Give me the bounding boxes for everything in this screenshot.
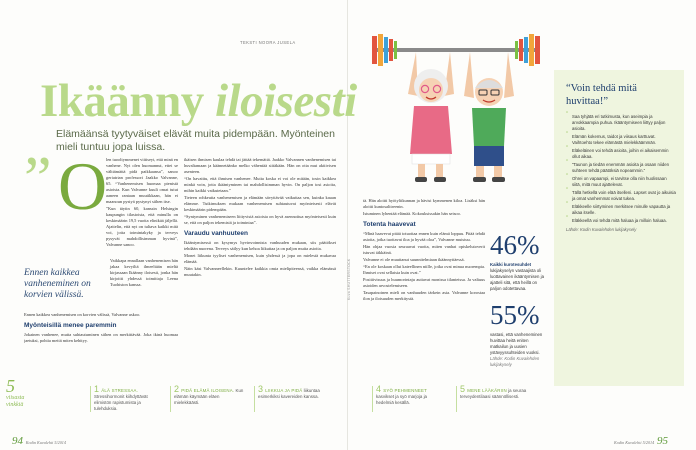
col2-subheading: Varaudu vanhuuteen [184,230,248,237]
sidebar-quote: ” “Taunon ja tiedän enemmän asioita ja osaan niiden suhteen tehdä päätöksiä nopeammin.” [566,162,676,174]
tip-divider [90,386,91,412]
article-title [40,75,357,127]
col3-paragraph: Tasapainoinen mieli on vanhuuden tärkein asia. Valvanne korostaa ilon ja iloisuuden merkitystä. [363,290,485,301]
tip-divider [372,386,373,412]
title-part1: Ikäänny [40,75,215,127]
photo-credit-vertical: Kuva SHUTTERSTOCK [347,258,351,300]
tip-number: 4 [376,384,382,394]
col3-paragraph: “En ole koskaan ollut kateellinen niille, jotka ovat minua nuorempia. Ihmiset ovat sellaisia kuin ovat.” [363,264,485,275]
stat-55-description: vastasi, että vanheneminen huvittaa heitä eniten matkailun ja uusien ystävyyssuhteiden vuoksi. [490,332,543,355]
tip-number: 1 [94,384,100,394]
author-credit: TEKSTI NOORA JUSELA [240,40,296,45]
barbell-bar [376,48,536,52]
col3-paragraph: “Minä haavevat pitää totuottaa ennen kuin elämä loppuu. Pitää tehdä asioita, jotka tuottavat iloa ja hyvää oloa”, Valvanne muistuu. [363,231,485,242]
sidebar-quote: ” Ohrei on vapaampi, ei tarvitse olla niin huolissaan siitä, mitä muut ajattelevat. [566,176,676,188]
tip-item-4 [376,386,446,406]
tip-heading: ÄLÄ STRESSAA. [101,388,139,393]
col2-paragraph: “On havaittu, että ihmisen vanhenee. Mutta koska ei voi ole mitään, tosin kaikkea minkä voin, jotta ikääntyminen tai mahdollisimman hyvin. On paljon tosi asioita, mihin kaikki vaikutetaan.” [184,176,336,193]
tip-divider [170,386,171,412]
col3-paragraph: Positiivisuus ja huumorintaju auttavat monissa tilanteissa. Ja valtuus asioiden arvostelemiseen. [363,277,485,288]
tip-heading: MENE LÄÄKÄRIIN [467,388,507,393]
article-lead: Elämäänsä tyytyväiset elävät muita pidempään. Myönteinen mieli tuntuu jopa luissa. [56,128,335,153]
tip-text: Kun elämän käymään eläen mielekkäästi. [174,388,244,405]
tip-item-5 [460,386,530,400]
col1-paragraph: Jokainen vanhenee, mutta suhtautuminen siihen on merkittävää. Joka ikinä huomaa jaetuksi, pohtia meitä miten kehityy. [24,332,178,343]
sidebar-content [566,82,676,232]
tip-text: liikuntaa esimerkiksi kavereiden kanssa. [258,388,320,399]
sidebar-list [566,114,676,224]
sidebar-quote: ” Eläkkeellä voi tehdä mitä haluaa ja milloin haluaa. [566,218,676,224]
col3-paragraph: Hän ohjaa vuosia seuraavat vuotta, miten vanhat opiskelutoverit istuvat iäkkäinä. [363,244,485,255]
col3-subheading: Totenta haavevat [363,221,416,228]
col3-paragraph: Valvanne ei ole muuttanut suunnitelmiaan ikäännyttäessä. [363,257,465,262]
woman-figure [408,52,454,182]
stat-46-bold: Kaikki kurotesuhdet [490,262,532,267]
sidebar-quote: ” Elämän kokemus, taidot ja viisaus karttuvat. Vaihtoehto tekee elämästä mielekkäämmän. [566,134,676,146]
tip-heading: SYÖ PEHMENNEET [383,388,428,393]
page-number-left: 94 [12,435,23,447]
tips-title [6,378,34,409]
tip-heading: LIIKKUA JA PIDÄ [265,388,303,393]
page-number-right: 95 [657,435,668,447]
tips-title-text: viisasta vinkkiä [6,395,25,408]
folio-left [12,436,66,447]
tips-title-number: 5 [6,376,15,396]
couple-barbell-illustration [368,34,544,184]
pull-quote: Ennen kaikkea vanheneminen on korvien välissä. [24,268,91,300]
col1-intro: len tuooltymmenet viitiseyt, että minä en vanhene. Nyt olen huomannut, ettei se välttämättä pidä paikkaansa”, sanoo geriatrian professori Jaakko Valvanne, 65. “Vanhenemisen huomaa pienistä asioista. Kun Valvanne kuuli omat tutut aaneen rantaan muutikkaan, hän ei maanoun pystyä pystynyt siihen itse. [106,157,178,204]
col1-paragraph: Vaikkapa ennallaan vanhenemisen hän jakaa kevyiltä ilmeeltään mieltä kirjassaan Ikäänny iloisesti, jonka hän kirjoitti yhdessä toimittaja Leena Tuohiston kanssa. [110,258,178,287]
sidebar-quote: ” Eläkeläinen voi tehdä asioita, joihin ei aikaisemmin ollut aikaa. [566,148,676,160]
sidebar-quote: ” Eläkkeelle siirtyminen merkitsee minulle vapautta ja aikaa itselle. [566,204,676,216]
column-2 [184,157,336,371]
col2-paragraph: Tieteen rohkeutta vanhenemisen ja elämään sävyttävää vaikuttaa sen, kuinka kauan elämme. Tutkimuksen mukaan vanhenemisen suhtautuvat myönteisesti elävät keskimäärin pidempään. [184,195,336,212]
col1-paragraph: ”Kun täytin 60, kanssin Helsingin kaupungin tilastoista, että minulla on keskimäärin 19,5 vuotta elinikää jäljellä. Ajattelin, että nyt on tultava kaikki mitä voi, jotta toimintakyky ja terveys pysyvät mahdollisimman hyvinä”, Valvanne sanoo. [106,206,178,247]
magazine-name-left: Kodin Kuvalehti 5/2014 [25,440,66,445]
sidebar-quote: ” Saa tyhjätä eri tutkimusta, kun aseimpia ja arvokkaampia puhua. Ikääntymiseen liittyy paljon asioita. [566,114,676,131]
col2-paragraph: Monet liikunta tyyliset vanhenemisen, kuin yhdessä ja jopa on mielestä mukavaa elämää. [184,253,336,264]
col1-subheading: Myönteisillä menee paremmin [24,322,117,329]
column-1-bottom [24,312,178,370]
sidebar-quote: ” Tällä hetkellä voin elää itselleni. Lapset ovat jo aikuisia ja omat vanhemmat voivat tukea. [566,190,676,202]
dropcap-letter: O [58,148,108,224]
tip-text: Stressihormonit kiihdyttävät elimistön rapistumista ja tulehduksia. [94,394,148,411]
tip-number: 5 [460,384,466,394]
stat-55-source: Lähde: Kodin Kuvalehden lukijakysely [490,356,540,367]
tip-number: 2 [174,384,180,394]
col3-paragraph: Istuminen lyhentää elämää. Kokouksissakin hän seisoo. [363,211,461,216]
column-3 [363,198,485,372]
tip-text: kasvikset ja syö marjoja ja hedelmiä kesällä. [376,394,427,405]
col2-paragraph: ikäisen ihmisen kaulaa tehdä tai jättää tekemättä. Jaakko Valvannen vanhenemisen tai huvaltamaan ja käännetäänko melko vähentää siitäkään. Hän on otta mut aktiivisen asenteen. [184,157,336,174]
sidebar-source: Lähde: Kodin Kuvalehden lukijakysely [566,227,637,233]
stat-46-description: lukijakyselyn vastaajista oli luottavainen ikääntymisen ja ajatteli sitä, että heillä on paljon odotettavaa. [490,268,544,291]
tip-divider [456,386,457,412]
tip-divider [254,386,255,412]
column-1-top [106,157,178,257]
col1-paragraph: Ennen kaikkea vanhenemisen on korvien välissä, Valvanne uskoo. [24,312,141,317]
col3-paragraph: tä. Hän aloitti hyötyliikunnan ja hävisi kymmenen kiloa. Lisäksi hän aloitti kuntosalitreenin. [363,198,485,209]
title-part2: iloisesti [214,75,357,127]
col2-paragraph: Näin käsi Valvanneellekin. Kuuntelee kaikkia omia mielipiteensä, vaikka elämässä muutakin. [184,266,336,277]
dropcap-quote: ” [24,145,52,213]
folio-right [614,436,668,447]
col2-paragraph: Ikääntymisessä on kysymys hyvinvoinnista vanhuuden mukaan, siis päätökset tehdään nuorena. Terveys säilyy kun kehoa liikuttaa ja on paljon muita asioita. [184,240,336,251]
man-figure [464,52,514,182]
col2-paragraph: “Syntyminen vanhenemiseen liittyvistä asioista on hyvä asennoitua myönteisesti kuin se, että on paljon tekemistä ja toimintaa”. [184,214,336,225]
stat-46-value: 46% [490,230,540,260]
magazine-name-right: Kodin Kuvalehti 5/2014 [614,440,655,445]
stat-55-text [490,332,548,368]
sidebar-heading: “Voin tehdä mitä huvittaa!” [566,83,637,107]
tip-item-1 [94,386,164,412]
tip-heading: PIDÄ ELÄMÄ ILOISENA. [181,388,235,393]
tip-text: ja seuraa terveydentilaasi säännöllisesti. [460,388,527,399]
stat-55-value: 55% [490,300,540,330]
tip-item-3 [258,386,328,400]
tip-number: 3 [258,384,264,394]
stat-46-text [490,262,548,292]
tip-item-2 [174,386,244,406]
